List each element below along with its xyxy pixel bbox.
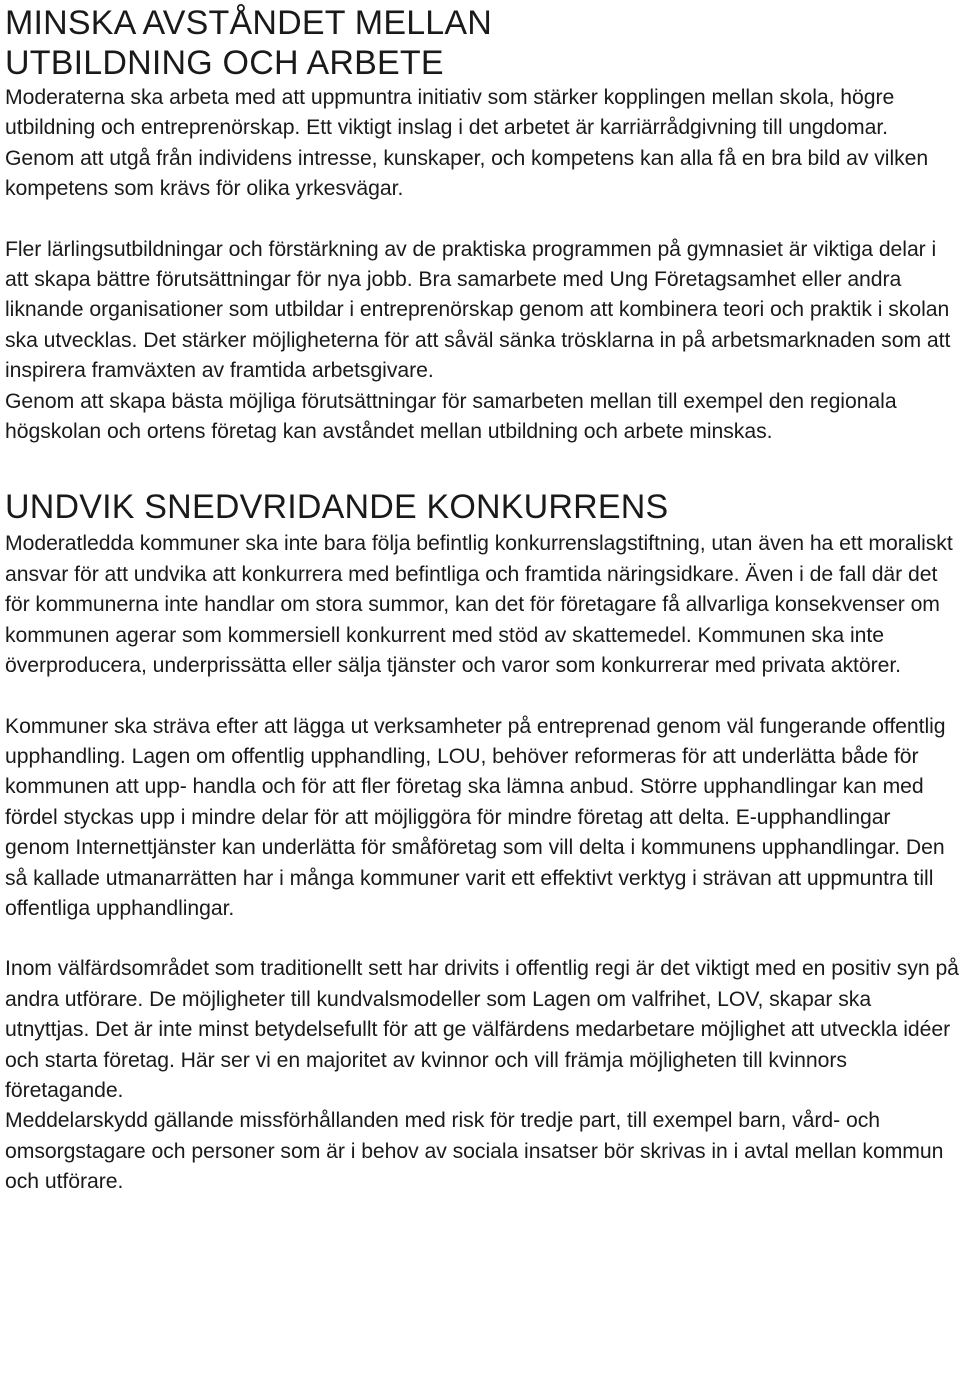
section-undvik-konkurrens	[5, 485, 960, 1197]
paragraph: Moderaterna ska arbeta med att uppmuntra initiativ som stärker kopplingen mellan skola, högre utbildning och entreprenörskap. Ett viktigt inslag i det arbetet är karriärrådgivning till ungdomar. Genom att utgå från individens intresse, kunskaper, och kompetens kan alla få en bra bild av vilken kompetens som krävs för olika yrkesvägar.	[5, 86, 929, 201]
paragraph: Kommuner ska sträva efter att lägga ut verksamheter på entreprenad genom väl fungerande offentlig upphandling. Lagen om offentlig upphandling, LOU, behöver reformeras för att underlätta både för kommunen att upp- handla och för att fler företag ska lämna anbud. Större upphandlingar kan med fördel styckas upp i mindre delar för att möjliggöra för mindre företag att delta. E-upphandlingar genom Internettjänster kan underlätta för småföretag som vill delta i kommunens upphandlingar. Den så kallade utmanarrätten har i många kommuner varit ett effektivt verktyg i strävan att uppmuntra till offentliga upphandlingar.	[5, 714, 946, 920]
paragraph: Moderatledda kommuner ska inte bara följa befintlig konkurrenslagstiftning, utan även ha ett moraliskt ansvar för att undvika att konkurrera med befintliga och framtida näringsidkare. Även i de fall där det för kommunerna inte handlar om stora summor, kan det för företagare få allvarliga konsekvenser om kommunen agerar som kommersiell konkurrent med stöd av skattemedel. Kommunen ska inte överproducera, underprissätta eller sälja tjänster och varor som konkurrerar med privata aktörer.	[5, 532, 953, 678]
paragraph: Genom att skapa bästa möjliga förutsättningar för samarbeten mellan till exempel den regionala högskolan och ortens företag kan avståndet mellan utbildning och arbete minskas.	[5, 389, 897, 444]
paragraph: Fler lärlingsutbildningar och förstärkning av de praktiska programmen på gymnasiet är viktiga delar i att skapa bättre förutsättningar för nya jobb. Bra samarbete med Ung Företagsamhet eller andra liknande organisationer som utbildar i entreprenörskap genom att kombinera teori och praktik i skolan ska utvecklas. Det stärker möjligheterna för att såväl sänka trösklarna in på arbetsmarknaden som att inspirera framväxten av framtida arbetsgivare.	[5, 237, 951, 383]
paragraph: Meddelarskydd gällande missförhållanden med risk för tredje part, till exempel barn, vård- och omsorgstagare och personer som är i behov av sociala insatser bör skrivas in i avtal mellan kommun och utförare.	[5, 1109, 944, 1194]
heading-line-1: MINSKA AVSTÅNDET MELLAN	[5, 4, 493, 42]
section-minska-avstandet	[5, 3, 960, 447]
section-heading: UNDVIK SNEDVRIDANDE KONKURRENS	[5, 488, 669, 527]
section-heading	[5, 3, 960, 83]
document-page	[5, 0, 960, 1198]
paragraph: Inom välfärdsområdet som traditionellt sett har drivits i offentlig regi är det viktigt med en positiv syn på andra utförare. De möjligheter till kundvalsmodeller som Lagen om valfrihet, LOV, skapar ska utnyttjas. Det är inte minst betydelsefullt för att ge välfärdens medarbetare möjlighet att utveckla idéer och starta företag. Här ser vi en majoritet av kvinnor och vill främja möjligheten till kvinnors företagande.	[5, 957, 959, 1102]
heading-line-2: UTBILDNING OCH ARBETE	[5, 44, 444, 82]
